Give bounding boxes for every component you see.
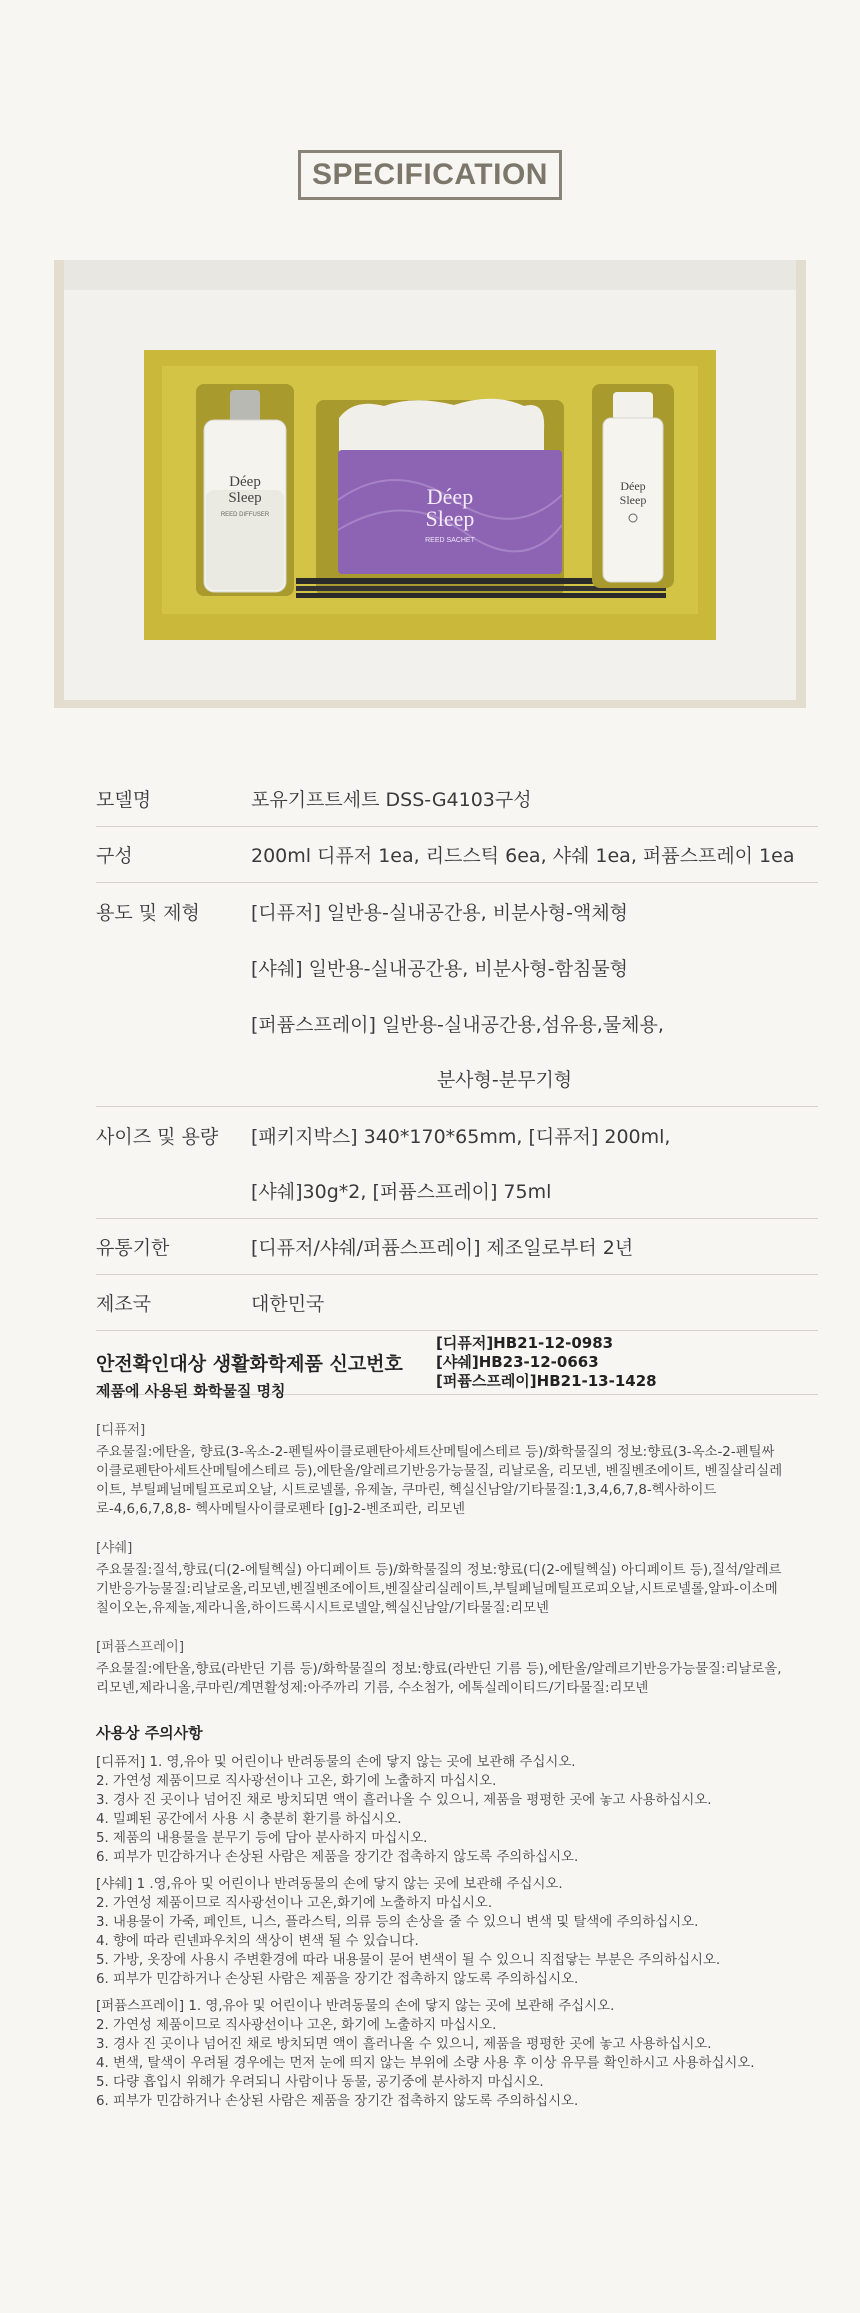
product-photo: [54, 260, 806, 708]
spec-row-country: [96, 1275, 818, 1331]
spec-row-usage-type-3: [96, 995, 818, 1051]
spec-value: [디퓨저] 일반용-실내공간용, 비분사형-액체형: [251, 901, 629, 924]
product-illustration: [54, 260, 806, 708]
diffuser-cap: [230, 390, 260, 424]
usage-line: 2. 가연성 제품이므로 직사광선이나 고온, 화기에 노출하지 마십시오.: [96, 1774, 497, 1789]
diffuser-brand-1: Déep: [229, 474, 261, 490]
diffuser-label: REED DIFFUSER: [220, 512, 270, 518]
sachet-label: REED SACHET: [425, 537, 475, 544]
chemicals-text: 주요물질:에탄올,향료(라반딘 기름 등)/화학물질의 정보:향료(라반딘 기름 등),에탄올/알레르기반응가능물질:리날로올,리모넨,제라니올,쿠마린/계면활성제:아주까리 기름, 수소첨가, 에톡실레이티드/기타물질:리모넨: [96, 1662, 782, 1696]
usage-line: 6. 피부가 민감하거나 손상된 사람은 제품을 장기간 접촉하지 않도록 주의하십시오.: [96, 1850, 579, 1865]
spec-value: 200ml 디퓨저 1ea, 리드스틱 6ea, 샤쉐 1ea, 퍼퓸스프레이 1ea: [251, 845, 795, 867]
usage-line: 5. 제품의 내용물을 분무기 등에 담아 분사하지 마십시오.: [96, 1831, 428, 1846]
spec-row-size-2: [96, 1163, 818, 1219]
specification-title: [298, 150, 562, 200]
usage-line: 3. 경사 진 곳이나 넘어진 채로 방치되면 액이 흘러나올 수 있으니, 제품을 평평한 곳에 놓고 사용하십시오.: [96, 2037, 712, 2052]
spec-value: [퍼퓸스프레이] 일반용-실내공간용,섬유용,물체용,: [251, 1013, 664, 1036]
safety-code-spray: [퍼퓸스프레이]HB21-13-1428: [436, 1372, 657, 1390]
usage-line: [퍼퓸스프레이] 1. 영,유아 및 어린이나 반려동물의 손에 닿지 않는 곳에 보관해 주십시오.: [96, 1999, 615, 2014]
spec-key: 제조국: [96, 1293, 152, 1315]
usage-line: 6. 피부가 민감하거나 손상된 사람은 제품을 장기간 접촉하지 않도록 주의하십시오.: [96, 1972, 579, 1987]
spec-value: 분사형-분무기형: [436, 1069, 573, 1091]
specification-title-text: SPECIFICATION: [312, 158, 548, 191]
usage-line: 4. 밀폐된 공간에서 사용 시 충분히 환기를 하십시오.: [96, 1812, 402, 1827]
chemicals-tag: [디퓨저]: [96, 1423, 146, 1438]
spec-value: 포유기프트세트 DSS-G4103구성: [251, 789, 532, 811]
spec-value: [샤쉐] 일반용-실내공간용, 비분사형-함침물형: [251, 957, 629, 980]
chemicals-block-diffuser: [96, 1421, 786, 1519]
usage-block-spray: [96, 1997, 786, 2111]
spray-cap: [613, 392, 653, 420]
usage-line: [디퓨저] 1. 영,유아 및 어린이나 반려동물의 손에 닿지 않는 곳에 보관해 주십시오.: [96, 1755, 576, 1770]
chemicals-title: 제품에 사용된 화학물질 명칭: [96, 1382, 286, 1400]
usage-line: [샤쉐] 1 .영,유아 및 어린이나 반려동물의 손에 닿지 않는 곳에 보관해 주십시오.: [96, 1877, 563, 1892]
usage-line: 4. 변색, 탈색이 우려될 경우에는 먼저 눈에 띄지 않는 부위에 소량 사용 후 이상 유무를 확인하시고 사용하십시오.: [96, 2056, 755, 2071]
diffuser-brand-2: Sleep: [228, 490, 262, 506]
notes-section: [96, 1382, 786, 2119]
usage-title: 사용상 주의사항: [96, 1724, 203, 1742]
chemicals-tag: [샤쉐]: [96, 1541, 133, 1556]
sachet-brand-1: Déep: [426, 484, 474, 509]
spec-row-usage-type-4: [96, 1051, 818, 1107]
usage-line: 2. 가연성 제품이므로 직사광선이나 고온,화기에 노출하지 마십시오.: [96, 1896, 493, 1911]
spray-brand-1: Déep: [620, 479, 646, 493]
reed-stick-3: [296, 593, 666, 598]
spec-row-expiry: [96, 1219, 818, 1275]
chemicals-text: 주요물질:에탄올, 향료(3-옥소-2-펜틸싸이클로펜탄아세트산메틸에스테르 등)/화학물질의 정보:향료(3-옥소-2-펜틸싸이클로펜탄아세트산메틸에스테르 등),에탄올/알레르기반응가능물질, 리날로올, 리모넨, 벤질벤조에이트, 벤질살리실레이트, 부틸페닐메틸프로피오날, 시트로넬롤, 유제놀, 쿠마린, 헥실신남알/기타물질:1,3,4,6,7,8-헥사하이드로-4,6,6,7,8,8- 헥사메틸사이클로펜타 [g]-2-벤조피란, 리모넨: [96, 1445, 783, 1517]
spec-table: [96, 771, 818, 1395]
spec-row-usage-type-2: [96, 939, 818, 995]
safety-code-diffuser: [디퓨저]HB21-12-0983: [436, 1334, 614, 1352]
spec-row-size: [96, 1107, 818, 1163]
spray-brand-2: Sleep: [619, 493, 647, 507]
chemicals-tag: [퍼퓸스프레이]: [96, 1640, 185, 1655]
spec-key: 용도 및 제형: [96, 901, 200, 924]
usage-line: 4. 향에 따라 린넨파우치의 색상이 변색 될 수 있습니다.: [96, 1934, 419, 1949]
spec-key: 유통기한: [96, 1237, 170, 1259]
chemicals-block-sachet: [96, 1539, 786, 1618]
usage-line: 3. 경사 진 곳이나 넘어진 채로 방치되면 액이 흘러나올 수 있으니, 제품을 평평한 곳에 놓고 사용하십시오.: [96, 1793, 712, 1808]
usage-block-sachet: [96, 1875, 786, 1989]
spec-key: 구성: [96, 845, 133, 867]
usage-line: 5. 가방, 옷장에 사용시 주변환경에 따라 내용물이 묻어 변색이 될 수 있으니 직접닿는 부분은 주의하십시오.: [96, 1953, 721, 1968]
spec-value: [디퓨저/샤쉐/퍼퓸스프레이] 제조일로부터 2년: [251, 1237, 634, 1259]
chemicals-text: 주요물질:질석,향료(디(2-에틸헥실) 아디페이트 등)/화학물질의 정보:향료(디(2-에틸헥실) 아디페이트 등),질석/알레르기반응가능물질:리날로올,리모넨,벤질벤조에이트,벤질살리실레이트,부틸페닐메틸프로피오날,시트로넬롤,알파-이소메칠이오논,유제놀,제라니올,하이드록시시트로넬알,헥실신남알/기타물질:리모넨: [96, 1563, 782, 1616]
usage-line: 6. 피부가 민감하거나 손상된 사람은 제품을 장기간 접촉하지 않도록 주의하십시오.: [96, 2094, 579, 2109]
safety-code-sachet: [샤쉐]HB23-12-0663: [436, 1353, 599, 1371]
spec-row-usage-type: [96, 883, 818, 939]
usage-line: 2. 가연성 제품이므로 직사광선이나 고온, 화기에 노출하지 마십시오.: [96, 2018, 497, 2033]
usage-line: 3. 내용물이 가죽, 페인트, 니스, 플라스틱, 의류 등의 손상을 줄 수 있으니 변색 및 탈색에 주의하십시오.: [96, 1915, 699, 1930]
spec-value: [샤쉐]30g*2, [퍼퓸스프레이] 75ml: [251, 1181, 552, 1203]
spec-row-model: [96, 771, 818, 827]
spec-value: 대한민국: [251, 1293, 325, 1315]
spec-key: 모델명: [96, 789, 152, 811]
safety-key: 안전확인대상 생활화학제품 신고번호: [96, 1353, 403, 1375]
chemicals-block-spray: [96, 1638, 786, 1698]
spec-row-composition: [96, 827, 818, 883]
gift-box-lid-edge: [64, 260, 796, 290]
sachet-brand-2: Sleep: [425, 506, 475, 531]
usage-line: 5. 다량 흡입시 위해가 우려되니 사람이나 동물, 공기중에 분사하지 마십시오.: [96, 2075, 544, 2090]
spec-value: [패키지박스] 340*170*65mm, [디퓨저] 200ml,: [251, 1125, 671, 1148]
spec-key: 사이즈 및 용량: [96, 1125, 219, 1148]
usage-block-diffuser: [96, 1753, 786, 1867]
